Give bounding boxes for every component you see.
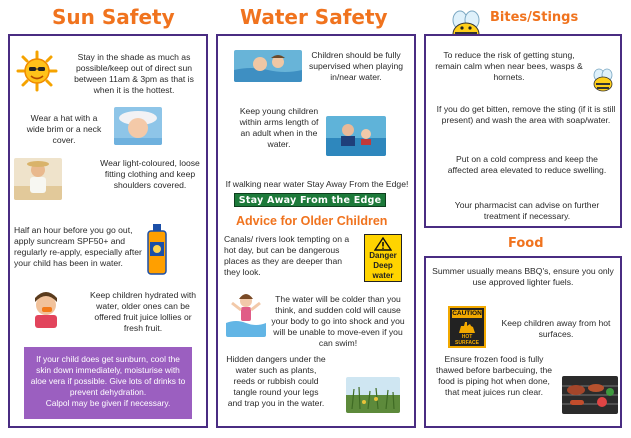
danger-deep-water-text: Danger Deep water	[369, 251, 397, 280]
water-tip-canals: Canals/ rivers look tempting on a hot day, but can be dangerous places as they are deeper than they look.	[224, 234, 350, 277]
warning-triangle-icon	[374, 237, 392, 251]
stay-away-banner-text: Stay Away From the Edge	[238, 194, 382, 206]
cold-water-figure	[226, 289, 266, 337]
baby-swimming-photo	[234, 50, 302, 82]
child-eating-photo	[26, 290, 66, 328]
water-safety-title: Water Safety	[240, 5, 388, 29]
water-tip-arms-length: Keep young children within arms length of an adult when in the water.	[239, 106, 319, 149]
adult-child-pool-photo	[326, 116, 386, 156]
sun-tip-shade: Stay in the shade as much as possible/keep out of direct sun between 11am & 3pm as that is when it is the hottest.	[74, 52, 194, 95]
food-title: Food	[508, 236, 544, 251]
sunburn-note: If your child does get sunburn, cool the skin down immediately, moisturise with aloe vera if possible. Give lots of drinks to prevent dehydration.	[30, 354, 186, 397]
bites-stings-title: Bites/Stings	[490, 10, 579, 25]
small-bee-icon	[590, 68, 616, 92]
sun-icon	[16, 50, 58, 92]
food-tip-bbq: Summer usually means BBQ's, ensure you only use approved lighter fuels.	[432, 266, 614, 287]
hot-hand-icon	[457, 320, 477, 334]
sun-tip-hydrated: Keep children hydrated with water, older ones can be offered fruit juice lollies or fresh fruit.	[89, 290, 197, 333]
bites-tip-pharmacist: Your pharmacist can advise on further treatment if necessary.	[454, 200, 600, 221]
caution-sign-text: CAUTION	[452, 310, 482, 317]
water-edge-line: If walking near water Stay Away From the Edge!	[225, 179, 409, 189]
baby-hat-photo	[114, 107, 162, 145]
water-tip-supervised: Children should be fully supervised when playing in/near water.	[308, 50, 404, 82]
caution-sign-sub: HOT SURFACE	[455, 334, 479, 346]
calpol-note: Calpol may be given if necessary.	[45, 398, 171, 408]
sun-tip-suncream: Half an hour before you go out, apply suncream SPF50+ and regularly re-apply, especially after your child has been in water.	[14, 225, 142, 268]
bites-tip-compress: Put on a cold compress and keep the affected area elevated to reduce swelling.	[447, 154, 607, 175]
bbq-grill-photo	[562, 376, 618, 414]
bites-tip-calm: To reduce the risk of getting stung, remain calm when near bees, wasps & hornets.	[435, 50, 583, 82]
food-tip-frozen: Ensure frozen food is fully thawed before barbecuing, the food is piping hot when done, that meat juices run clear.	[435, 354, 553, 397]
older-children-heading: Advice for Older Children	[236, 214, 388, 228]
water-tip-hidden: Hidden dangers under the water such as plants, reeds or rubbish could tangle round your legs and trap you in the water.	[226, 354, 326, 408]
sun-tip-clothing: Wear light-coloured, loose fitting clothing and keep shoulders covered.	[100, 158, 200, 190]
sunburn-callout	[24, 347, 192, 419]
food-tip-hot: Keep children away from hot surfaces.	[501, 318, 611, 339]
danger-deep-water-sign	[364, 234, 402, 282]
bites-tip-sting: If you do get bitten, remove the sting (if it is still present) and wash the area with soap/water.	[436, 104, 616, 125]
child-clothing-photo	[14, 158, 62, 200]
reeds-river-photo	[346, 377, 400, 413]
suncream-bottle-photo	[146, 224, 168, 276]
caution-hot-surface-sign	[448, 306, 486, 348]
water-tip-cold: The water will be colder than you think, and sudden cold will cause your body to go into shock and you will be unable to move-even if you can swim!	[271, 294, 405, 348]
sun-tip-hat: Wear a hat with a wide brim or a neck cover.	[26, 113, 102, 145]
sun-safety-title: Sun Safety	[52, 5, 175, 29]
stay-away-banner	[234, 193, 386, 207]
